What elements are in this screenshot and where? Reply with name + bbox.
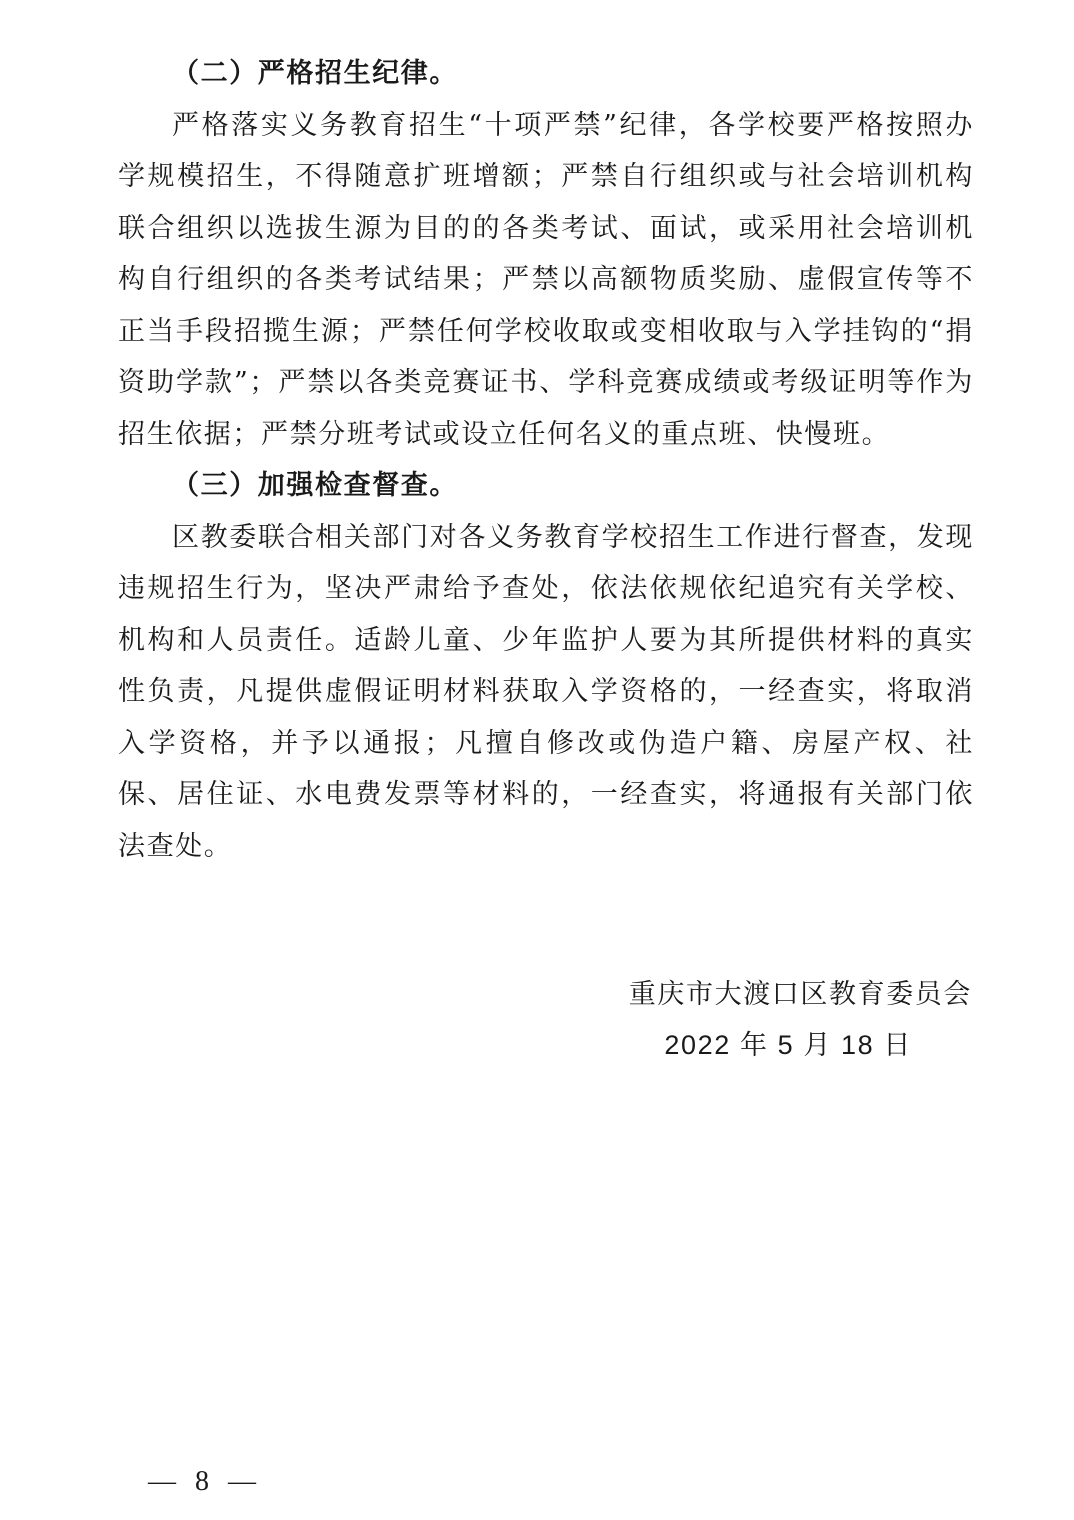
page-number: — 8 — [148,1466,262,1497]
section-paragraph-inspection: 区教委联合相关部门对各义务教育学校招生工作进行督查，发现违规招生行为，坚决严肃给予查处，依法依规依纪追究有关学校、机构和人员责任。适龄儿童、少年监护人要为其所提供材料的真实性负责，凡提供虚假证明材料获取入学资格的，一经查实，将取消入学资格，并予以通报；凡擅自修改或伪造户籍、房屋产权、社保、居住证、水电费发票等材料的，一经查实，将通报有关部门依法查处。 [118,521,974,862]
signature-date: 2022 年 5 月 18 日 [664,1030,912,1060]
document-body [118,48,974,872]
section-heading-discipline: （二）严格招生纪律。 [172,58,458,89]
section-paragraph-discipline: 严格落实义务教育招生“十项严禁”纪律，各学校要严格按照办学规模招生，不得随意扩班增额；严禁自行组织或与社会培训机构联合组织以选拔生源为目的的各类考试、面试，或采用社会培训机构自行组织的各类考试结果；严禁以高额物质奖励、虚假宣传等不正当手段招揽生源；严禁任何学校收取或变相收取与入学挂钩的“捐资助学款”；严禁以各类竞赛证书、学科竞赛成绩或考级证明等作为招生依据；严禁分班考试或设立任何名义的重点班、快慢班。 [118,109,974,450]
signature-block [629,970,972,1070]
section-heading-inspection: （三）加强检查督查。 [172,470,458,501]
signature-organization: 重庆市大渡口区教育委员会 [628,979,972,1010]
